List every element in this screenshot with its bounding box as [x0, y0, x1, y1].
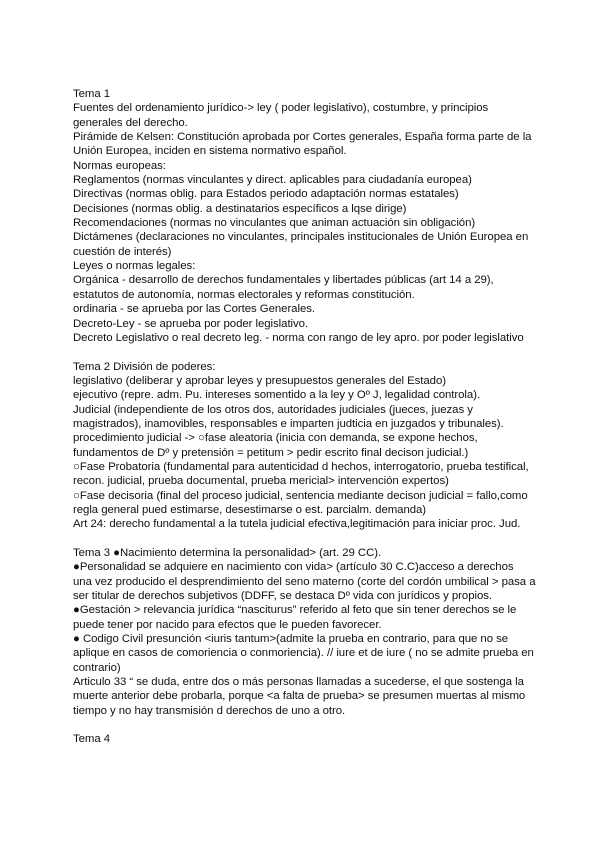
text-line: Decisiones (normas oblig. a destinatarios específicos a lqse dirige) [73, 202, 407, 215]
blank-line [73, 532, 573, 546]
text-line: recon. judicial, prueba documental, prueba mericial> intervención expertos) [73, 475, 449, 488]
text-line: Judicial (independiente de los otros dos, autoridades judiciales (jueces, juezas y [73, 403, 473, 416]
text-line: puede tener por nacido para efectos que le pueden favorecer. [73, 618, 382, 631]
text-line: Reglamentos (normas vinculantes y direct. aplicables para ciudadanía europea) [73, 174, 472, 187]
text-line: procedimiento judicial -> ○fase aleatoria (inicia con demanda, se expone hechos, [73, 432, 478, 445]
heading-tema-3: Tema 3 ●Nacimiento determina la personalidad> (art. 29 CC). [73, 547, 382, 559]
heading-tema-4: Tema 4 [73, 733, 111, 746]
text-line: Decreto Legislativo o real decreto leg. - norma con rango de ley apro. por poder legislativo [73, 331, 524, 344]
text-line: Leyes o normas legales: [73, 260, 196, 273]
blank-line [73, 345, 573, 359]
text-line: contrario) [73, 661, 121, 674]
text-line: Decreto-Ley - se aprueba por poder legislativo. [73, 317, 309, 330]
text-line: magistrados), inamovibles, responsables e imparten judticia en juzgados y tribunales). [73, 417, 504, 430]
text-line: Recomendaciones (normas no vinculantes que animan actuación sin obligación) [73, 217, 476, 230]
text-line: tiempo y no hay transmisión d derechos de uno a otro. [73, 704, 346, 717]
text-line: regla general pued estimarse, desestimarse o est. parcialm. demanda) [73, 503, 427, 516]
text-line: fundamentos de Dº y pretensión = petitum > pedir escrito final decison judicial.) [73, 446, 469, 459]
blank-line [73, 718, 573, 732]
text-line: Fuentes del ordenamiento jurídico-> ley ( poder legislativo), costumbre, y principios [73, 102, 489, 115]
text-line: ser titular de derechos subjetivos (DDFF, se destaca Dº vida con jurídicos y propios. [73, 590, 493, 603]
text-line: Articulo 33 “ se duda, entre dos o más personas llamadas a sucederse, el que sostenga la [73, 676, 524, 689]
text-line: ○Fase Probatoria (fundamental para autenticidad d hechos, interrogatorio, prueba testifical, [73, 460, 529, 473]
text-line: legislativo (deliberar y aprobar leyes y presupuestos generales del Estado) [73, 374, 446, 387]
text-line: ○Fase decisoria (final del proceso judicial, sentencia mediante decison judicial = fallo,como [73, 489, 528, 502]
text-line: aplique en casos de comoriencia o conmoriencia). // iure et de iure ( no se admite prueba en [73, 647, 534, 660]
text-line: Normas europeas: [73, 159, 166, 172]
text-line: Orgánica - desarrollo de derechos fundamentales y libertades públicas (art 14 a 29), [73, 274, 494, 287]
text-line: Pirámide de Kelsen: Constitución aprobada por Cortes generales, España forma parte de la [73, 131, 532, 144]
text-line: estatutos de autonomía, normas electorales y reformas constitución. [73, 288, 415, 301]
text-line: Dictámenes (declaraciones no vinculantes, principales institucionales de Unión Europea en [73, 231, 529, 244]
text-line: ● Codigo Civil presunción <iuris tantum>(admite la prueba en contrario, para que no se [73, 633, 509, 646]
text-line: Art 24: derecho fundamental a la tutela judicial efectiva,legitimación para iniciar proc. Jud. [73, 518, 521, 531]
text-line: Directivas (normas oblig. para Estados periodo adaptación normas estatales) [73, 188, 459, 201]
heading-tema-2: Tema 2 División de poderes: [73, 360, 216, 373]
text-line: ●Gestación > relevancia jurídica “nasciturus” referido al feto que sin tener derechos se le [73, 604, 517, 617]
heading-tema-1: Tema 1 [73, 88, 111, 100]
text-line: cuestión de interés) [73, 245, 172, 258]
text-line: ordinaria - se aprueba por las Cortes Generales. [73, 303, 315, 316]
text-line: una vez producido el desprendimiento del seno materno (corte del cordón umbilical > pasa a [73, 575, 536, 588]
document-page [73, 87, 573, 747]
text-line: generales del derecho. [73, 116, 188, 129]
text-line: ejecutivo (repre. adm. Pu. intereses somentido a la ley y Oº J, legalidad controla). [73, 389, 481, 402]
text-line: ●Personalidad se adquiere en nacimiento con vida> (artículo 30 C.C)acceso a derechos [73, 561, 514, 574]
text-line: Unión Europea, inciden en sistema normativo español. [73, 145, 347, 158]
text-line: muerte anterior debe probarla, porque <a falta de prueba> se presumen muertas al mismo [73, 690, 526, 703]
